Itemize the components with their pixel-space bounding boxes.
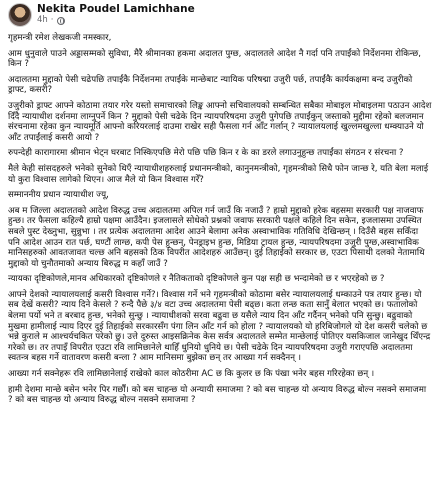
author-name[interactable]: Nekita Poudel Lamichhane (37, 3, 195, 15)
post-paragraph: अब म जिल्ला अदालतको आदेश विरुद्ध उच्च अदालतमा अपिल गर्न जाउँ कि नजाउँ ? हाम्रो मुद्दाको हरेक बहसमा सरकारी पक्ष नाजवाफ हुन्छ। तर फैसला कहिल्यै हाम्रो पक्षमा आउँदैन। इजलासले सोधेको प्रश्नको जवाफ सरकारी पक्षले कहिले दिन सकेन, इजलासमा उपस्थित सबले पुस्ट देख्नुभा, सुन्नुभा । तर प्रत्येक अदालतमा आदेश आउने बेलामा अनेक अस्वाभाविक गतिविधि देखिन्छन् । दिउँसै बहस सकिँदा पनि आदेश आउन रात पर्छ, घण्टौं लाग्छ, कपी पेस हुन्छन्, पेनड्राइभ हुन्छ, मिडिया ट्रायल हुन्छ, न्यायपरिषदमा उजुरी पुग्छ,अस्वाभाविक मानिसहरुको आवतजावत चल्छ अनि बहसको ठिक विपरीत आदेशहरु आउँछन्। दुई तिहाईको सरकार छ, एउटा पिसाथी दलको नेतामाथि मुद्दाको यो चुनौतमाको अन्याय बिरुद्ध म कहाँ जाउँ ? (8, 205, 425, 269)
post-paragraph: हामी देशमा मान्छे बसेन भनेर पिर गर्छौं। को बस चाहन्छ यो अन्यायी समाजमा ? को बस चाहन्छ यो अन्याय विरुद्ध बोल्न नसक्ने समाजमा ? को बस चाहन्छ यो अन्याय विरुद्ध बोल्न नसक्ने समाजमा ? (8, 384, 427, 406)
post-paragraph: उजुरीको ड्राफ्ट आफ्ने कोठामा तयार गरेर यस्तो समाचारको लिङ्क आफ्नो सचिवालयको सम्बन्धित सबैका मोबाइल मोबाइलमा पठाउन आदेश दिँदै न्यायाधीश दर्शनमा लाग्नुपर्ने किन ? मुद्दाको पेसी चढेके दिन न्यायपरिषदमा उजुरी पुगेपछि तपाईंकुन् जस्ताको मुद्दीमा रहेको बलजमान संरचनामा रहेका कुन न्यायमूर्ति आफ्नो करियरलाई दाउमा राखेर सही फैसला गर्न आँट गर्लान् ? न्यायालयलाई खुल्लमखुल्ला धम्क्याउने यो आँट तपाईंलाई कसरी आयो ? (8, 100, 432, 143)
separator-dot: · (50, 15, 54, 25)
post-paragraph: आफ्ने देशको न्यायालयलाई कसरी विश्वास गर्ने?। विश्वास गर्ने भने गृहमन्त्रीको कोठामा बसेर न्यायालयलाई धम्काउने पत्र तयार हुन्छ। यो सब देखें कसरी? न्याय दिने केसले ? रुन्दै पैछे ३/४ वटा उच्च अदालतमा पेसी बढ्छ। कता लन्छ कता सानुँ बेलात भएको छ। फतालोको बेलमा पर्यो भने त बरबाद हुन्छ, भनेको सुन्छु । न्यायाधीशको सरवा बढुवा छ यसैले न्याय दिन आँट गर्दैनन् भनेको पनि सुन्छु। बढुवाको मुखमा हामीलाई न्याय दिएर दुई तिहाईको सरकारसँग पंगा लिन आँट गर्न को होला ? न्यायालयको यो हरिबिजोगले यो देश कसरी चलेको छ भन्ने कुराले म आश्चर्यचकित परेको छु। उत्ते दुरुस्त आइसक्रिनेक केस सर्वत्र अदालतले सम्मेत मान्छेलाई पोतिएर यसकिजाल जानेखुद थिँएन्द्र गरेको छ। तर तपाइँ विपरीत एउटा रवि लामिछानेले थाहिँ धुनियो धुनिये छ। पेसी चढेके दिन न्यायपरिषदमा उजुरी गराएपछि अदालतमा स्वतन्त्र बहस गर्ने वातावरण कसरी बन्ला ? आम मानिसमा बुझेका छन् तर आख्या गर्न सक्दैनन् । (8, 289, 431, 364)
post-meta (37, 3, 195, 26)
post-paragraph: मैले केही सांसदहरुले भनेको सुनेको थिएँ न्यायाधीशहरुलाई प्रधानमन्त्रीको, कानुनमन्त्रीको, गृहमन्त्रीको सिधै फोन जान्छ रे, यति बेला मलाई यो कुरा विश्वास लागेको थिएन। आज मैले यो किन विश्वास गरेँ? (8, 163, 429, 185)
post-body (8, 33, 432, 406)
post-paragraph: रुपन्देही कारागारमा श्रीमान भेट्न घरबाट निस्किएपछि मेरो पछि पछि किन र के का डरले लगाउनुहुन्छ तपाईंका संगठन र संरचना ? (8, 148, 404, 159)
author-avatar[interactable] (8, 3, 32, 27)
post-paragraph: आख्या गर्न सक्नेहरू रवि लामिछानेलाई राखेको काल कोठरीमा AC छ कि कुलर छ कि पंखा भनेर बहस गरिरहेका छन् । (8, 369, 375, 380)
post-subline (37, 15, 195, 26)
post-paragraph: अदालतमा मुद्दाको पेसी चढेपछि तपाईंकै निर्देशनमा तपाईंके मान्छेबाट न्यायिक परिषद्मा उजुरी पर्छ, तपाईंकै कार्यकक्षमा बन्द उजुरीको ड्राफ्ट, कसरी? (8, 74, 413, 96)
post-paragraph: सम्माननीय प्रधान न्यायाधीश ज्यू, (8, 190, 109, 201)
globe-icon (57, 17, 65, 25)
post-paragraph: गृहमन्त्री रमेश लेखकजी नमस्कार, (8, 33, 112, 43)
post-header (8, 3, 432, 29)
post-paragraph: आम धुनुवाले पाउने अड्डासम्मको सुविधा, मैरै श्रीमानका हकमा अदालत पुग्छ, अदालतले आदेश नै गर्दा पनि तपाईंको निर्देशनमा रोकिन्छ, किन ? (8, 48, 422, 70)
post-paragraph: न्यायका दृष्टिकोणले,मानव अधिकारको दृष्टिकोणले र नैतिकताको दृष्टिकोणले कुन पक्ष सही छ भन्दामेको छ र भएरहेको छ ? (8, 274, 385, 285)
post-time[interactable]: 4h (37, 15, 48, 25)
